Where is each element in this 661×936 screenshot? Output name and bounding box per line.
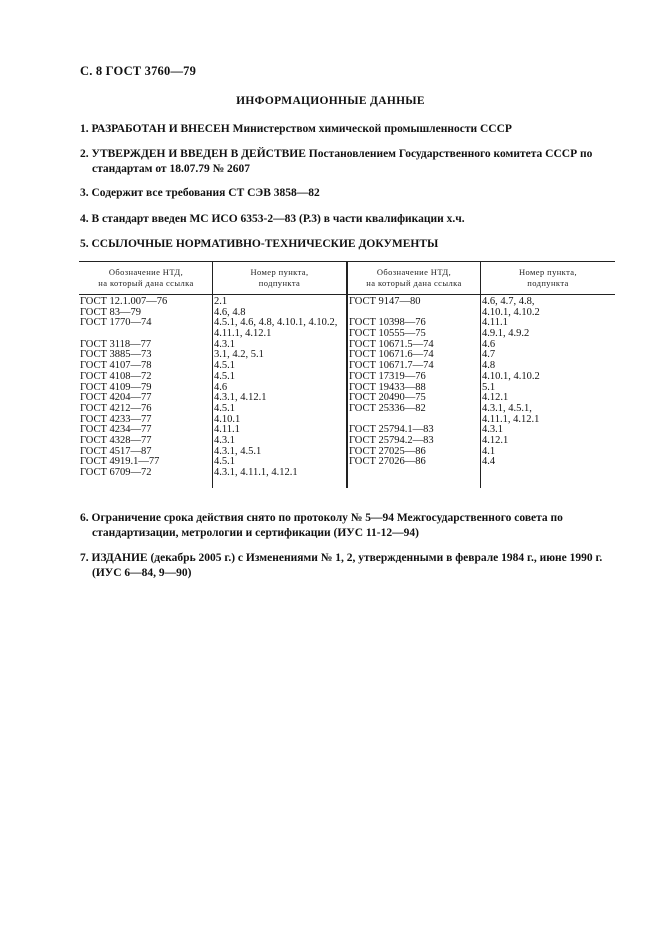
table-cell: ГОСТ 9147—80 (349, 296, 421, 307)
item-2-text: 2. УТВЕРЖДЕН И ВВЕДЕН В ДЕЙСТВИЕ Постановлением Государственного комитета СССР по (80, 148, 593, 160)
table-cell (482, 468, 540, 479)
table-cell: 4.3.1 (214, 434, 235, 446)
table-cell: 4.6 (482, 338, 496, 350)
header-text: Обозначение НТД, (376, 267, 452, 277)
table-cell: ГОСТ 12.1.007—76 (80, 296, 168, 307)
item-6 (80, 511, 617, 541)
table-cell: 4.7 (482, 349, 496, 361)
table-cell: ГОСТ 27025—86 (349, 445, 426, 457)
column-designation-2 (349, 297, 434, 479)
item-3-text: 3. Содержит все требования СТ СЭВ 3858—82 (80, 187, 320, 199)
table-cell: 4.5.1 (214, 402, 235, 414)
table-cell: 4.4 (482, 456, 496, 468)
table-cell: ГОСТ 4204—77 (80, 392, 152, 404)
table-cell: 4.10.1, 4.10.2 (482, 370, 540, 382)
item-1 (80, 122, 617, 137)
table-cell: ГОСТ 83—79 (80, 306, 142, 318)
page-header: С. 8 ГОСТ 3760—79 (80, 64, 197, 78)
item-2-continuation: стандартам от 18.07.79 № 2607 (92, 163, 251, 175)
table-cell: ГОСТ 10555—75 (349, 328, 426, 340)
column-divider-main-double (347, 262, 348, 488)
item-7-continuation: (ИУС 6—84, 9—90) (92, 567, 192, 579)
item-4-text: 4. В стандарт введен МС ИСО 6353-2—83 (Р.3) в части квалификации х.ч. (80, 213, 465, 225)
table-cell: 4.5.1, 4.6, 4.8, 4.10.1, 4.10.2, (214, 317, 338, 329)
table-cell: 4.1 (482, 445, 496, 457)
header-cell-designation-1 (79, 267, 213, 289)
table-cell: 4.3.1, 4.11.1, 4.12.1 (214, 467, 298, 478)
table-cell: 4.9.1, 4.9.2 (482, 328, 530, 340)
header-text: подпункта (258, 278, 301, 288)
table-cell: 4.10.1 (214, 413, 241, 425)
column-divider (480, 262, 481, 488)
item-5-text: 5. ССЫЛОЧНЫЕ НОРМАТИВНО-ТЕХНИЧЕСКИЕ ДОКУМЕНТЫ (80, 238, 439, 250)
table-cell: ГОСТ 4108—72 (80, 370, 152, 382)
table-cell: ГОСТ 19433—88 (349, 381, 426, 393)
table-cell: ГОСТ 4212—76 (80, 402, 152, 414)
header-text: подпункта (527, 278, 569, 288)
table-cell: 4.3.1 (482, 424, 503, 436)
item-5 (80, 237, 617, 252)
item-1-text: 1. РАЗРАБОТАН И ВНЕСЕН Министерством химической промышленности СССР (80, 123, 512, 135)
table-cell: ГОСТ 25794.1—83 (349, 424, 434, 436)
table-cell: ГОСТ 3885—73 (80, 349, 152, 361)
header-text: на который дана ссылка (98, 278, 194, 288)
table-cell: 4.11.1, 4.12.1 (214, 328, 272, 340)
table-cell: 3.1, 4.2, 5.1 (214, 349, 264, 361)
table-cell: 4.11.1, 4.12.1 (482, 413, 540, 425)
table-cell: 4.5.1 (214, 370, 235, 382)
table-cell: 4.3.1 (214, 338, 235, 350)
table-cell: 2.1 (214, 296, 228, 307)
table-cell: ГОСТ 4328—77 (80, 434, 152, 446)
table-cell: ГОСТ 10671.6—74 (349, 349, 434, 361)
table-cell: 4.5.1 (214, 456, 235, 468)
table-cell: ГОСТ 10671.5—74 (349, 338, 434, 350)
header-cell-clause-1 (213, 267, 346, 289)
column-designation-1 (80, 297, 167, 479)
table-cell: ГОСТ 4233—77 (80, 413, 152, 425)
column-divider (212, 262, 213, 488)
table-cell: ГОСТ 4107—78 (80, 360, 152, 372)
table-cell: 4.8 (482, 360, 496, 372)
table-cell: 4.12.1 (482, 392, 509, 404)
header-cell-designation-2 (347, 267, 481, 289)
table-cell: 4.11.1 (214, 424, 240, 436)
table-cell: ГОСТ 27026—86 (349, 456, 426, 468)
table-cell: 4.12.1 (482, 434, 509, 446)
table-cell: 4.3.1, 4.5.1, (482, 402, 532, 414)
item-4 (80, 212, 617, 227)
column-clause-1 (214, 297, 337, 479)
table-cell: ГОСТ 1770—74 (80, 317, 152, 329)
item-3 (80, 186, 617, 201)
header-text: Обозначение НТД, (108, 267, 184, 277)
section-title: ИНФОРМАЦИОННЫЕ ДАННЫЕ (236, 95, 425, 107)
item-6-continuation: стандартизации, метрологии и сертификации (ИУС 11-12—94) (92, 527, 419, 539)
header-text: на который дана ссылка (366, 278, 462, 288)
table-cell: 4.5.1 (214, 360, 235, 372)
table-cell: 4.6, 4.7, 4.8, (482, 296, 535, 307)
table-cell: 4.10.1, 4.10.2 (482, 306, 540, 318)
table-cell: 4.11.1 (482, 317, 508, 329)
table-cell: 4.6 (214, 381, 228, 393)
item-6-text: 6. Ограничение срока действия снято по протоколу № 5—94 Межгосударственного совета по (80, 512, 563, 524)
table-cell: ГОСТ 4109—79 (80, 381, 152, 393)
table-cell: ГОСТ 10398—76 (349, 317, 426, 329)
table-cell: 4.3.1, 4.5.1 (214, 445, 262, 457)
item-7-text: 7. ИЗДАНИЕ (декабрь 2005 г.) с Изменениями № 1, 2, утвержденными в феврале 1984 г., июне 1990 г. (80, 552, 603, 564)
table-cell: ГОСТ 25794.2—83 (349, 434, 434, 446)
table-cell: ГОСТ 6709—72 (80, 467, 152, 478)
header-text: Номер пункта, (250, 267, 309, 277)
header-cell-clause-2 (481, 267, 615, 289)
header-text: Номер пункта, (518, 267, 578, 277)
item-7 (80, 551, 617, 581)
table-cell: ГОСТ 3118—77 (80, 338, 152, 350)
item-2 (80, 147, 617, 177)
table-cell: ГОСТ 10671.7—74 (349, 360, 434, 372)
table-cell: ГОСТ 4517—87 (80, 445, 152, 457)
table-cell: ГОСТ 25336—82 (349, 402, 426, 414)
table-cell: ГОСТ 4919.1—77 (80, 456, 160, 468)
table-cell: 5.1 (482, 381, 496, 393)
table-cell: 4.6, 4.8 (214, 306, 246, 318)
column-clause-2 (482, 297, 540, 479)
reference-table (79, 261, 615, 488)
table-cell: ГОСТ 17319—76 (349, 370, 426, 382)
table-cell: 4.3.1, 4.12.1 (214, 392, 267, 404)
table-cell: ГОСТ 4234—77 (80, 424, 152, 436)
table-cell: ГОСТ 20490—75 (349, 392, 426, 404)
table-cell (349, 468, 434, 479)
